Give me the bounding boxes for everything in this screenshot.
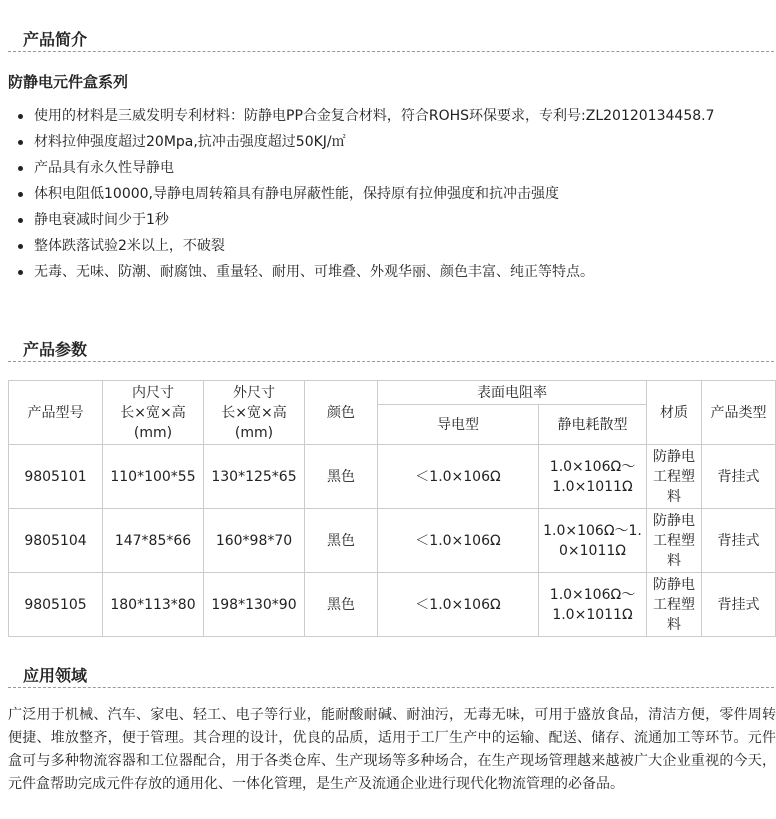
cell-outer-size: 198*130*90 <box>204 573 305 637</box>
cell-product-type: 背挂式 <box>702 509 776 573</box>
cell-inner-size: 147*85*66 <box>103 509 204 573</box>
section-header-params <box>8 332 774 362</box>
cell-color: 黑色 <box>305 509 378 573</box>
cell-model: 9805104 <box>9 509 103 573</box>
cell-conductive: ＜1.0×106Ω <box>378 573 539 637</box>
feature-item: 产品具有永久性导静电 <box>8 158 728 178</box>
cell-material: 防静电 工程塑 料 <box>647 445 702 509</box>
header-outer-size: 外尺寸 长×宽×高 (mm) <box>204 381 305 445</box>
section-header-applications <box>8 658 774 688</box>
cell-material: 防静电 工程塑 料 <box>647 573 702 637</box>
cell-inner-size: 180*113*80 <box>103 573 204 637</box>
cell-conductive: ＜1.0×106Ω <box>378 445 539 509</box>
cell-dissipative: 1.0×106Ω～1. 0×1011Ω <box>539 509 647 573</box>
cell-color: 黑色 <box>305 445 378 509</box>
feature-item: 体积电阻低10000,导静电周转箱具有静电屏蔽性能，保持原有拉伸强度和抗冲击强度 <box>8 184 728 204</box>
table-row <box>9 573 776 637</box>
application-paragraph: 广泛用于机械、汽车、家电、轻工、电子等行业，能耐酸耐碱、耐油污，无毒无味，可用于盛放食品，清洁方便，零件周转便捷、堆放整齐，便于管理。其合理的设计，优良的品质，适用于工厂生产中的运输、配送、储存、流通加工等环节。元件盒可与多种物流容器和工位器配合，用于各类仓库、生产现场等多种场合，在生产现场管理越来越被广大企业重视的今天，元件盒帮助完成元件存放的通用化、一体化管理，是生产及流通企业进行现代化物流管理的必备品。 <box>8 707 776 792</box>
section-title-intro: 产品简介 <box>23 30 88 49</box>
feature-item: 使用的材料是三威发明专利材料：防静电PP合金复合材料，符合ROHS环保要求，专利号:ZL20120134458.7 <box>8 106 728 126</box>
cell-color: 黑色 <box>305 573 378 637</box>
cell-outer-size: 160*98*70 <box>204 509 305 573</box>
cell-model: 9805105 <box>9 573 103 637</box>
table-row <box>9 445 776 509</box>
header-model: 产品型号 <box>9 381 103 445</box>
table-row <box>9 509 776 573</box>
product-params-table <box>8 380 776 637</box>
header-surface-resistance: 表面电阻率 <box>378 381 647 405</box>
cell-inner-size: 110*100*55 <box>103 445 204 509</box>
header-inner-size: 内尺寸 长×宽×高 (mm) <box>103 381 204 445</box>
feature-item: 静电衰减时间少于1秒 <box>8 210 728 230</box>
cell-conductive: ＜1.0×106Ω <box>378 509 539 573</box>
feature-item: 材料拉伸强度超过20Mpa,抗冲击强度超过50KJ/㎡ <box>8 132 728 152</box>
cell-outer-size: 130*125*65 <box>204 445 305 509</box>
header-product-type: 产品类型 <box>702 381 776 445</box>
feature-item: 整体跌落试验2米以上，不破裂 <box>8 236 728 256</box>
cell-product-type: 背挂式 <box>702 445 776 509</box>
header-dissipative: 静电耗散型 <box>539 405 647 445</box>
header-conductive: 导电型 <box>378 405 539 445</box>
series-title: 防静电元件盒系列 <box>8 73 129 91</box>
section-title-params: 产品参数 <box>23 340 88 359</box>
cell-model: 9805101 <box>9 445 103 509</box>
section-title-applications: 应用领域 <box>23 666 88 685</box>
cell-product-type: 背挂式 <box>702 573 776 637</box>
header-color: 颜色 <box>305 381 378 445</box>
feature-list <box>8 106 728 288</box>
cell-dissipative: 1.0×106Ω～ 1.0×1011Ω <box>539 445 647 509</box>
feature-item: 无毒、无味、防潮、耐腐蚀、重量轻、耐用、可堆叠、外观华丽、颜色丰富、纯正等特点。 <box>8 262 728 282</box>
header-material: 材质 <box>647 381 702 445</box>
cell-material: 防静电 工程塑 料 <box>647 509 702 573</box>
cell-dissipative: 1.0×106Ω～ 1.0×1011Ω <box>539 573 647 637</box>
section-header-intro <box>8 22 774 52</box>
